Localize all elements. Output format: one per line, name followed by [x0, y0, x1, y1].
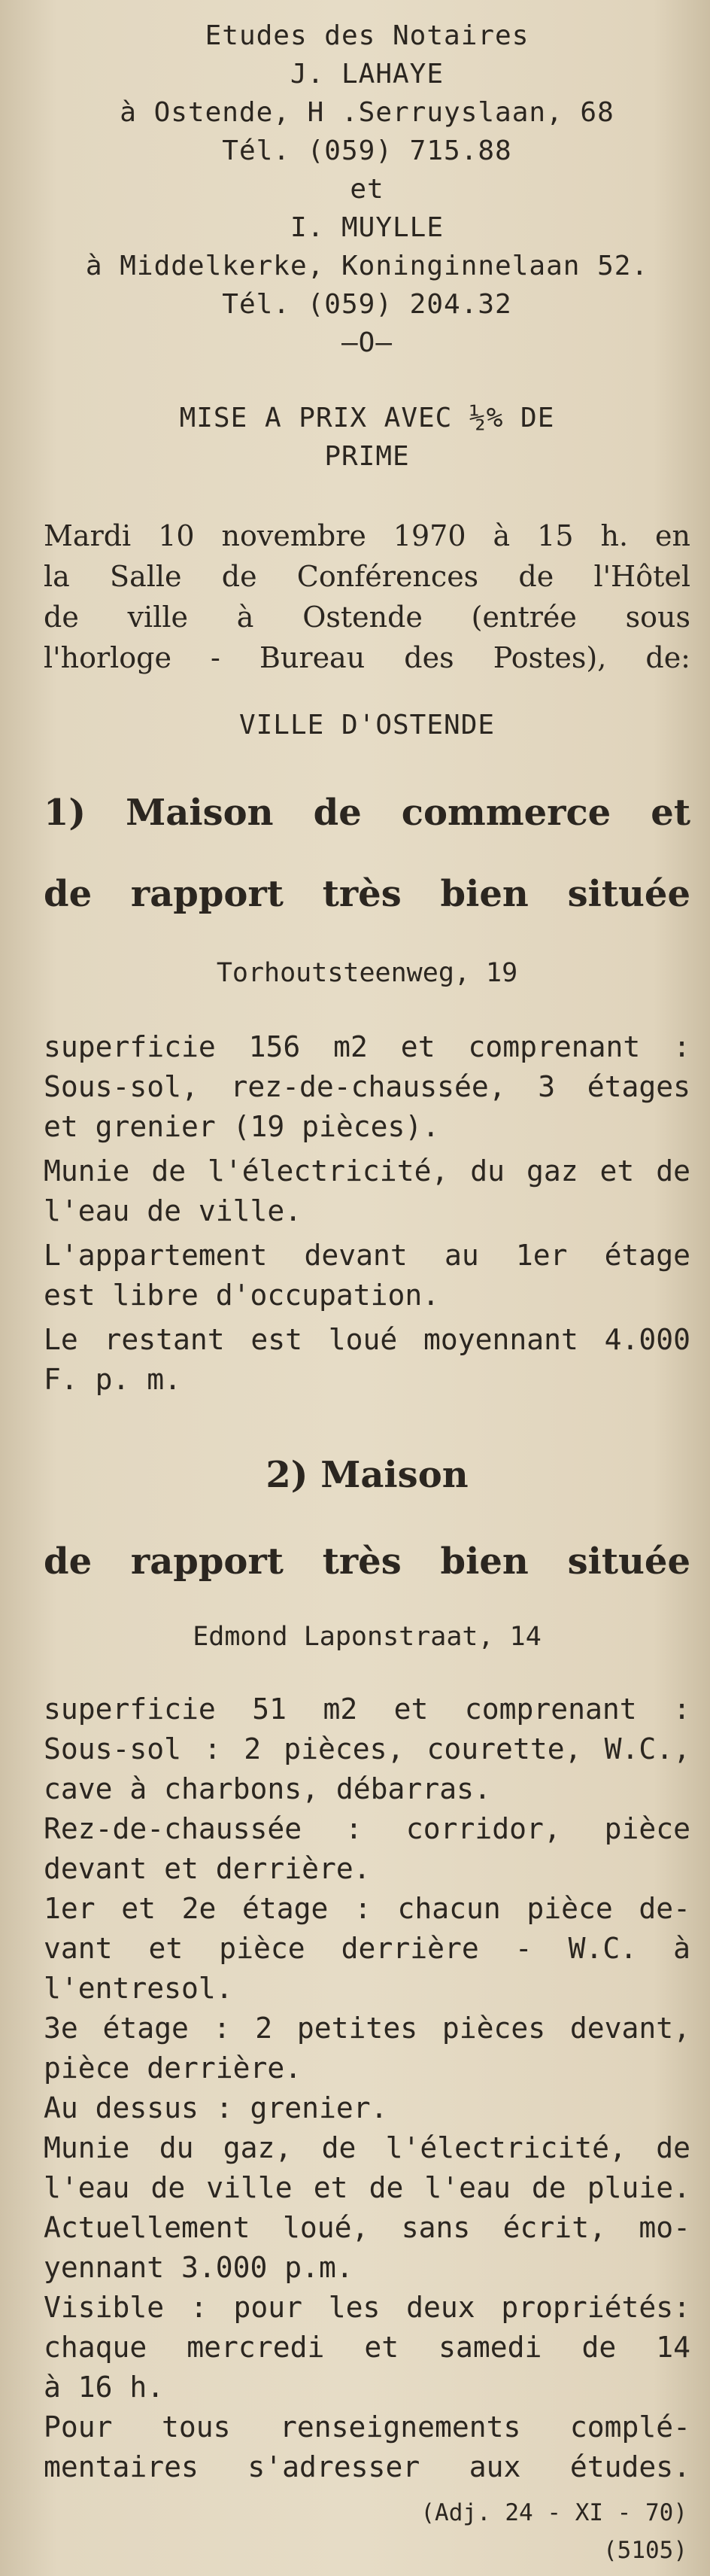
phone-lahaye: Tél. (059) 715.88	[222, 135, 512, 166]
adjudication-date: (Adj. 24 - XI - 70)	[420, 2499, 687, 2526]
intro-line: Mardi 10 novembre 1970 à 15 h. en	[44, 519, 690, 552]
lot1-heading-line2: de rapport très bien située	[44, 873, 690, 915]
lot2-line: Munie du gaz, de l'électricité, de	[44, 2131, 690, 2164]
intro-paragraph	[44, 516, 690, 678]
ad-reference-number: (5105)	[603, 2537, 687, 2564]
notary-name-muylle: I. MUYLLE	[290, 212, 445, 243]
lot1-line: Le restant est loué moyennant 4.000	[44, 1323, 690, 1356]
lot2-line: l'entresol.	[44, 1972, 233, 2005]
header-title: Etudes des Notaires	[205, 20, 529, 51]
title-line-1: MISE A PRIX AVEC ½% DE	[179, 403, 555, 433]
intro-line: l'horloge - Bureau des Postes), de:	[44, 641, 690, 674]
lot2-line: Sous-sol : 2 pièces, courette, W.C.,	[44, 1732, 690, 1765]
lot1-line: et grenier (19 pièces).	[44, 1110, 440, 1143]
notary-name-lahaye: J. LAHAYE	[290, 59, 445, 90]
city-name: VILLE D'OSTENDE	[238, 710, 496, 741]
lot2-line: chaque mercredi et samedi de 14	[44, 2331, 690, 2364]
lot1-line: L'appartement devant au 1er étage	[44, 1239, 690, 1272]
lot2-line: Visible : pour les deux propriétés:	[44, 2291, 690, 2324]
lot2-description	[44, 1689, 690, 2487]
lot2-line: à 16 h.	[44, 2371, 165, 2404]
address-lahaye: à Ostende, H .Serruyslaan, 68	[120, 97, 614, 128]
lot1-address: Torhoutsteenweg, 19	[216, 958, 518, 988]
lot1-line: Munie de l'électricité, du gaz et de	[44, 1154, 690, 1188]
lot2-line: 3e étage : 2 petites pièces devant,	[44, 2012, 690, 2045]
header-et: et	[350, 174, 384, 205]
lot1-line: F. p. m.	[44, 1363, 182, 1396]
phone-muylle: Tél. (059) 204.32	[222, 289, 512, 320]
lot2-line: Actuellement loué, sans écrit, mo-	[44, 2211, 690, 2244]
lot2-line: mentaires s'adresser aux études.	[44, 2450, 690, 2483]
address-muylle: à Middelkerke, Koninginnelaan 52.	[85, 251, 649, 281]
lot1-description	[44, 1027, 690, 1400]
auction-title	[44, 399, 690, 476]
lot2-line: yennant 3.000 p.m.	[44, 2251, 353, 2284]
lot2-line: vant et pièce derrière - W.C. à	[44, 1932, 690, 1965]
lot2-line: devant et derrière.	[44, 1852, 371, 1885]
lot2-line: Au dessus : grenier.	[44, 2091, 388, 2124]
intro-line: de ville à Ostende (entrée sous	[44, 601, 690, 634]
lot2-address: Edmond Laponstraat, 14	[193, 1622, 542, 1652]
intro-line: la Salle de Conférences de l'Hôtel	[44, 560, 690, 593]
lot1-heading-line1: 1) Maison de commerce et	[44, 792, 690, 834]
lot2-line: cave à charbons, débarras.	[44, 1772, 491, 1805]
lot1-line: superficie 156 m2 et comprenant :	[44, 1030, 690, 1063]
lot1-line: est libre d'occupation.	[44, 1279, 440, 1312]
title-line-2: PRIME	[324, 441, 410, 472]
lot2-line: pièce derrière.	[44, 2051, 302, 2085]
lot2-line: l'eau de ville et de l'eau de pluie.	[44, 2171, 690, 2204]
lot2-line: Pour tous renseignements complé-	[44, 2410, 690, 2444]
notary-header	[44, 17, 690, 362]
header-separator: —O—	[341, 327, 393, 358]
lot2-line: superficie 51 m2 et comprenant :	[44, 1692, 690, 1726]
lot1-line: Sous-sol, rez-de-chaussée, 3 étages	[44, 1070, 690, 1103]
lot1-line: l'eau de ville.	[44, 1194, 302, 1227]
lot2-line: Rez-de-chaussée : corridor, pièce	[44, 1812, 690, 1845]
lot2-line: 1er et 2e étage : chacun pièce de-	[44, 1892, 690, 1925]
lot2-heading-line2: de rapport très bien située	[44, 1540, 690, 1583]
lot2-heading-line1: 2) Maison	[265, 1454, 469, 1496]
